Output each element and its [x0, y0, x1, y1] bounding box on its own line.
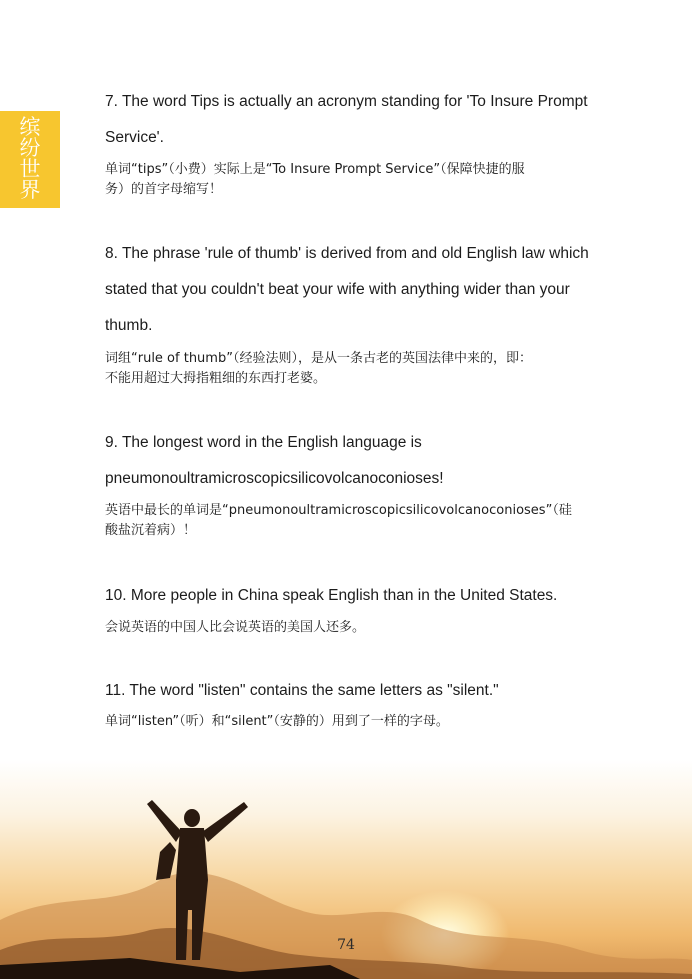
page-number: 74 [337, 937, 355, 953]
fact-9-translation [105, 501, 605, 541]
fact-8-translation [105, 349, 605, 389]
fact-9-zh-line-1: 英语中最长的单词是“pneumonoultramicroscopicsilicovolcanoconioses”（硅 [105, 503, 572, 518]
fact-8 [105, 236, 605, 344]
fact-11-zh-line-1: 单词“listen”（听）和“silent”（安静的）用到了一样的字母。 [105, 714, 449, 729]
fact-10 [105, 578, 605, 614]
section-side-tab-label: 缤纷世界 [19, 115, 41, 202]
fact-10-en-line-1: 10. More people in China speak English than in the United States. [105, 587, 558, 604]
fact-10-zh-line-1: 会说英语的中国人比会说英语的美国人还多。 [105, 620, 366, 635]
fact-7-translation [105, 160, 605, 200]
fact-9-zh-line-2: 酸盐沉着病）！ [105, 523, 197, 538]
fact-8-en-line-3: thumb. [105, 317, 153, 334]
fact-11-translation [105, 712, 605, 732]
fact-9-en-line-1: 9. The longest word in the English language is [105, 434, 422, 451]
fact-8-zh-line-1: 词组“rule of thumb”（经验法则），是从一条古老的英国法律中来的，即： [105, 351, 532, 366]
fact-8-en-line-2: stated that you couldn't beat your wife with anything wider than your [105, 281, 570, 298]
fact-10-translation [105, 618, 605, 638]
fact-11-en-line-1: 11. The word "listen" contains the same letters as "silent." [105, 682, 499, 699]
fact-11 [105, 673, 605, 709]
fact-7 [105, 84, 605, 156]
fact-7-en-line-2: Service'. [105, 129, 164, 146]
fact-7-en-line-1: 7. The word Tips is actually an acronym standing for 'To Insure Prompt [105, 93, 588, 110]
fact-9 [105, 425, 605, 497]
fact-7-zh-line-2: 务）的首字母缩写！ [105, 182, 223, 197]
fact-8-en-line-1: 8. The phrase 'rule of thumb' is derived from and old English law which [105, 245, 589, 262]
fact-8-zh-line-2: 不能用超过大拇指粗细的东西打老婆。 [105, 371, 327, 386]
section-side-tab [0, 111, 60, 208]
fact-7-zh-line-1: 单词“tips”（小费）实际上是“To Insure Prompt Service”（保障快捷的服 [105, 162, 525, 177]
fact-9-en-line-2: pneumonoultramicroscopicsilicovolcanoconioses! [105, 470, 444, 487]
